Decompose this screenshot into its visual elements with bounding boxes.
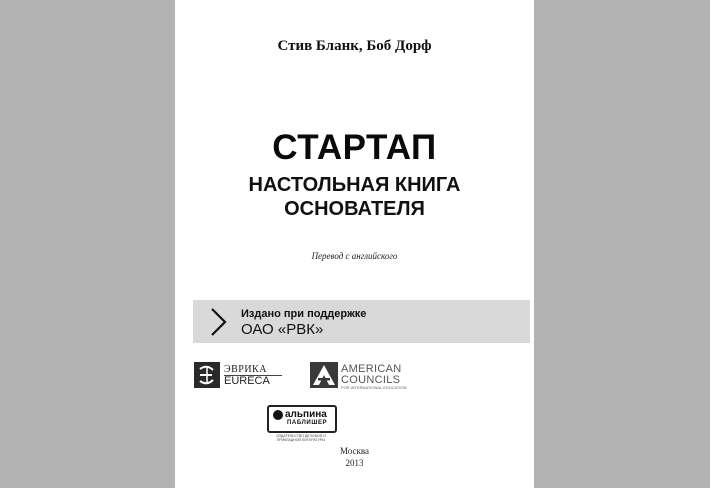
authors: Стив Бланк, Боб Дорф (277, 38, 432, 54)
alpina-logo (265, 405, 337, 442)
eureca-logo (194, 362, 284, 388)
american-councils-line-2: COUNCILS (341, 374, 401, 386)
alpina-tagline: ИЗДАТЕЛЬСТВО ДЕЛОВОЙ И ПРИКЛАДНОЙ ЛИТЕРАТУРЫ (276, 434, 326, 442)
american-councils-line-3: FOR INTERNATIONAL EDUCATION (341, 385, 407, 390)
imprint-year: 2013 (345, 458, 364, 468)
alpina-publisher: ПАБЛИШЕР (287, 420, 328, 426)
support-organization: ОАО «РВК» (241, 321, 324, 338)
imprint-city: Москва (340, 446, 369, 456)
alpina-mark (273, 410, 283, 420)
book-subtitle-line-2: ОСНОВАТЕЛЯ (284, 198, 425, 220)
chevron-right-icon (210, 307, 228, 337)
alpina-logo-icon (267, 405, 337, 433)
translation-note: Перевод с английского (311, 251, 398, 261)
alpina-name: альпина (285, 409, 327, 420)
eureca-name-en: EURECA (224, 375, 270, 387)
book-subtitle-line-1: НАСТОЛЬНАЯ КНИГА (248, 174, 461, 196)
eureca-name-ru: ЭВРИКА (224, 364, 267, 375)
american-councils-logo (310, 362, 420, 390)
american-councils-line-1: AMERICAN (341, 363, 402, 375)
support-label: Издано при поддержке (241, 308, 367, 320)
american-councils-logo-icon (310, 362, 338, 388)
support-band (193, 300, 530, 343)
eureca-logo-icon (194, 362, 220, 388)
title-page (175, 0, 534, 488)
book-title: СТАРТАП (272, 128, 437, 167)
